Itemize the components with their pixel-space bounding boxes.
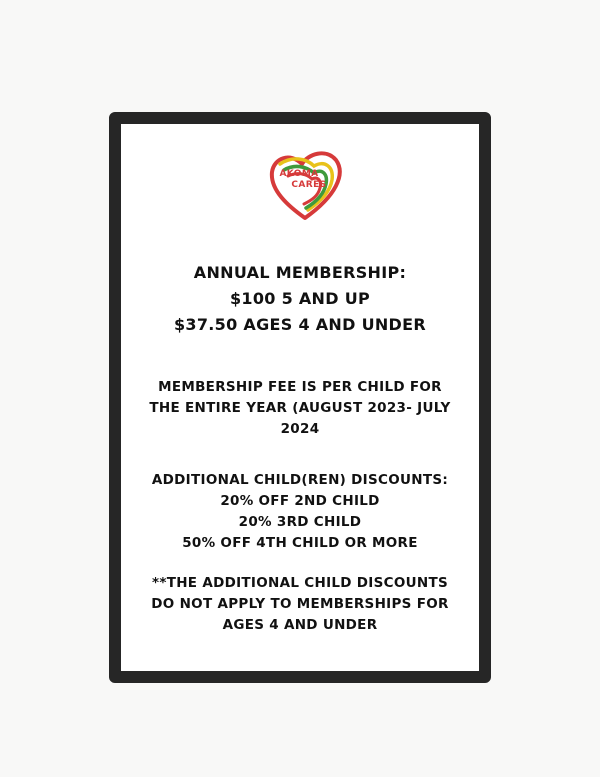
disclaimer-line1: **THE ADDITIONAL CHILD DISCOUNTS [151, 575, 449, 591]
discounts-title: ADDITIONAL CHILD(REN) DISCOUNTS: [151, 472, 449, 488]
fee-note-line3: 2024 [280, 421, 320, 437]
fee-note [0, 377, 600, 440]
membership-pricing [0, 260, 600, 338]
discounts-section [0, 470, 600, 554]
price-5-and-up: $100 5 AND UP [229, 289, 371, 308]
discount-item: 20% OFF 2ND CHILD [220, 493, 380, 509]
disclaimer-line3: AGES 4 AND UNDER [222, 617, 378, 633]
disclaimer-line2: DO NOT APPLY TO MEMBERSHIPS FOR [151, 596, 449, 612]
discount-item: 20% 3RD CHILD [238, 514, 362, 530]
discount-item: 50% OFF 4TH CHILD OR MORE [182, 535, 418, 551]
logo-text-line2: CARES [291, 180, 327, 190]
fee-note-line1: MEMBERSHIP FEE IS PER CHILD FOR [158, 379, 442, 395]
fee-note-line2: THE ENTIRE YEAR (AUGUST 2023- JULY [149, 400, 451, 416]
membership-title: ANNUAL MEMBERSHIP: [193, 263, 407, 282]
logo-text-line1: AKOMA [279, 169, 319, 179]
price-ages-4-under: $37.50 AGES 4 AND UNDER [174, 315, 426, 334]
disclaimer [0, 573, 600, 636]
akoma-cares-logo [266, 146, 344, 224]
